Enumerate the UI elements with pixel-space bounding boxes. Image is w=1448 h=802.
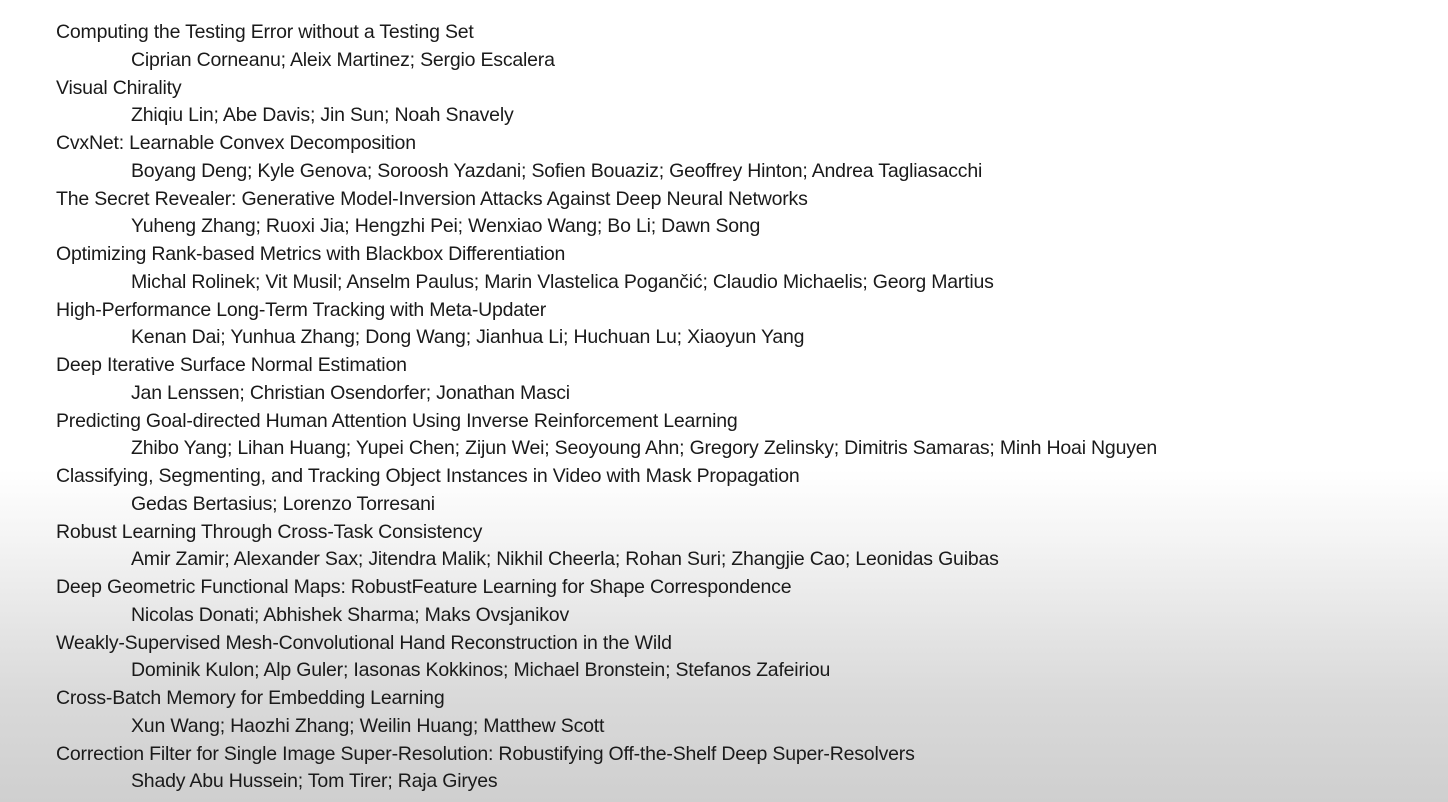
paper-entry: [56, 630, 1416, 686]
paper-entry: [56, 75, 1416, 131]
paper-authors: Michal Rolinek; Vit Musil; Anselm Paulus; Marin Vlastelica Pogančić; Claudio Michaelis; Georg Martius: [131, 270, 994, 293]
paper-title: Optimizing Rank-based Metrics with Blackbox Differentiation: [56, 243, 566, 265]
paper-title: Deep Iterative Surface Normal Estimation: [56, 354, 407, 376]
paper-authors: Zhibo Yang; Lihan Huang; Yupei Chen; Zijun Wei; Seoyoung Ahn; Gregory Zelinsky; Dimitris Samaras; Minh Hoai Nguyen: [131, 437, 1158, 460]
paper-authors: Jan Lenssen; Christian Osendorfer; Jonathan Masci: [131, 381, 570, 404]
paper-entry: [56, 408, 1416, 464]
paper-entry: [56, 19, 1416, 75]
paper-title: CvxNet: Learnable Convex Decomposition: [56, 132, 416, 154]
paper-title: Correction Filter for Single Image Super-Resolution: Robustifying Off-the-Shelf Deep Super-Resolvers: [56, 742, 915, 765]
paper-title: Computing the Testing Error without a Testing Set: [56, 21, 474, 43]
paper-authors: Gedas Bertasius; Lorenzo Torresani: [131, 492, 435, 515]
paper-entry: [56, 463, 1416, 519]
paper-authors: Yuheng Zhang; Ruoxi Jia; Hengzhi Pei; Wenxiao Wang; Bo Li; Dawn Song: [131, 215, 761, 238]
paper-entry: [56, 352, 1416, 408]
paper-title: Deep Geometric Functional Maps: RobustFeature Learning for Shape Correspondence: [56, 576, 792, 598]
paper-list: [56, 19, 1416, 796]
paper-authors: Boyang Deng; Kyle Genova; Soroosh Yazdani; Sofien Bouaziz; Geoffrey Hinton; Andrea Tagliasacchi: [131, 159, 983, 182]
paper-authors: Xun Wang; Haozhi Zhang; Weilin Huang; Matthew Scott: [131, 714, 605, 737]
paper-entry: [56, 130, 1416, 186]
paper-authors: Dominik Kulon; Alp Guler; Iasonas Kokkinos; Michael Bronstein; Stefanos Zafeiriou: [131, 659, 831, 682]
paper-title: The Secret Revealer: Generative Model-Inversion Attacks Against Deep Neural Networks: [56, 187, 808, 210]
paper-entry: [56, 741, 1416, 797]
paper-authors: Amir Zamir; Alexander Sax; Jitendra Malik; Nikhil Cheerla; Rohan Suri; Zhangjie Cao; Leonidas Guibas: [131, 548, 999, 571]
paper-title: Robust Learning Through Cross-Task Consistency: [56, 520, 483, 543]
paper-authors: Kenan Dai; Yunhua Zhang; Dong Wang; Jianhua Li; Huchuan Lu; Xiaoyun Yang: [131, 326, 805, 349]
paper-authors: Ciprian Corneanu; Aleix Martinez; Sergio Escalera: [131, 48, 555, 71]
paper-title: Classifying, Segmenting, and Tracking Object Instances in Video with Mask Propagation: [56, 465, 800, 487]
paper-authors: Zhiqiu Lin; Abe Davis; Jin Sun; Noah Snavely: [131, 104, 514, 127]
paper-title: Predicting Goal-directed Human Attention Using Inverse Reinforcement Learning: [56, 409, 738, 432]
paper-title: Weakly-Supervised Mesh-Convolutional Hand Reconstruction in the Wild: [56, 631, 672, 654]
paper-title: Cross-Batch Memory for Embedding Learning: [56, 687, 445, 709]
paper-entry: [56, 186, 1416, 242]
paper-title: Visual Chirality: [56, 76, 182, 99]
paper-entry: [56, 685, 1416, 741]
paper-entry: [56, 297, 1416, 353]
paper-authors: Shady Abu Hussein; Tom Tirer; Raja Giryes: [131, 770, 498, 793]
paper-entry: [56, 574, 1416, 630]
paper-authors: Nicolas Donati; Abhishek Sharma; Maks Ovsjanikov: [131, 603, 570, 626]
paper-entry: [56, 241, 1416, 297]
paper-entry: [56, 519, 1416, 575]
paper-title: High-Performance Long-Term Tracking with Meta-Updater: [56, 298, 547, 321]
